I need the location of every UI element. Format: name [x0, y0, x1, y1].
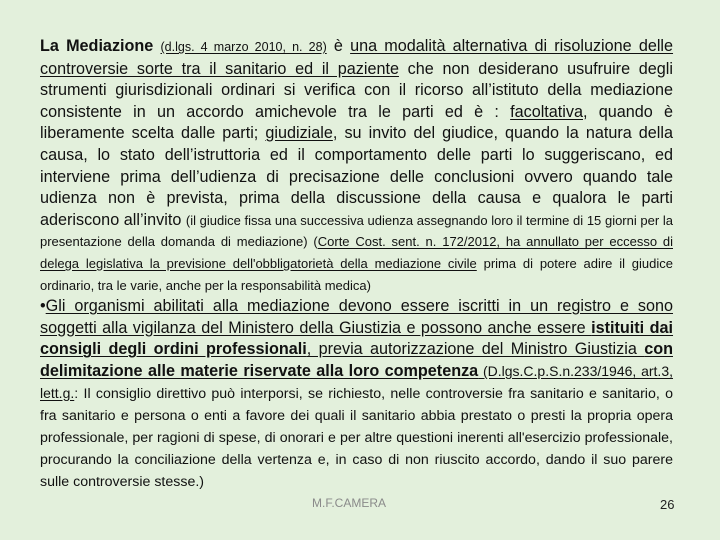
- text-span: , su invito del giudice, quando la natura della causa, lo stato dell’istruttoria ed il comportamento delle parti lo suggeriscano, ed interviene prima dell’udienza di precisazione delle conclusioni ovvero quando tale udienza non è prevista, prima della discussione della causa e qualora le parti aderiscono all’invito: [40, 124, 673, 229]
- heading-mediazione: La Mediazione: [40, 37, 154, 55]
- bold-underlined-text: istituiti dai consigli degli ordini professionali: [40, 318, 674, 359]
- paragraph-organismi: [40, 296, 673, 492]
- citation-dlcps-233-1946: (D.lgs.C.p.S.n.233/1946, art.3, lett.g.: [40, 362, 673, 401]
- text-span: è: [326, 37, 351, 55]
- text-span: , quando è liberamente scelta dalle parti;: [40, 102, 673, 143]
- bold-underlined-text: con delimitazione alle materie riservate alla loro competenza: [40, 340, 673, 380]
- underlined-definition: una modalità alternativa di risoluzione delle controversie sorte tra il sanitario ed il paziente: [40, 37, 674, 78]
- term-facoltativa: facoltativa: [510, 102, 583, 121]
- text-span: che non desiderano usufruire degli strumenti giurisdizionali ordinari si verifica con il ricorso all’istituto della mediazione consistente in un accordo amichevole tra le parti ed è :: [40, 59, 673, 121]
- underlined-text: Gli organismi abilitati alla mediazione devono essere iscritti in un registro e sono soggetti alla vigilanza del Ministero della Giustizia e possono anche essere: [40, 297, 673, 337]
- term-giudiziale: giudiziale: [265, 124, 333, 143]
- paragraph-mediazione-definition: [40, 36, 673, 296]
- slide-body: [40, 36, 673, 493]
- corte-cost-citation: Corte Cost. sent. n. 172/2012, ha annullato per eccesso di delega legislativa la previsione dell'obbligatorietà della mediazione civile: [40, 234, 673, 271]
- small-text-span: (il giudice fissa una successiva udienza assegnando loro il termine di 15 giorni per la presentazione della domanda di mediazione) (: [40, 212, 673, 250]
- slide-number: 26: [660, 497, 675, 512]
- small-text-span: prima di potere adire il giudice ordinario, tra le varie, anche per la responsabilità medica): [40, 255, 673, 293]
- footer-author: M.F.CAMERA: [312, 496, 387, 510]
- underlined-text: , previa autorizzazione del Ministro Giustizia: [306, 340, 645, 359]
- bullet: •: [40, 297, 46, 316]
- text-consiglio-direttivo: : Il consiglio direttivo può interporsi, se richiesto, nelle controversie fra sanitario e sanitario, o fra sanitario e persona o enti a favore dei quali il sanitario abbia prestato o presti la propria opera professionale, per ragioni di spese, di onorari e per altre questioni inerenti all'esercizio professionale, procurando la conciliazione della vertenza e, in caso di non riuscito accordo, dando il suo parere sulle controversie stesse.): [40, 385, 673, 490]
- citation-dlgs-28-2010: (d.lgs. 4 marzo 2010, n. 28): [160, 40, 327, 54]
